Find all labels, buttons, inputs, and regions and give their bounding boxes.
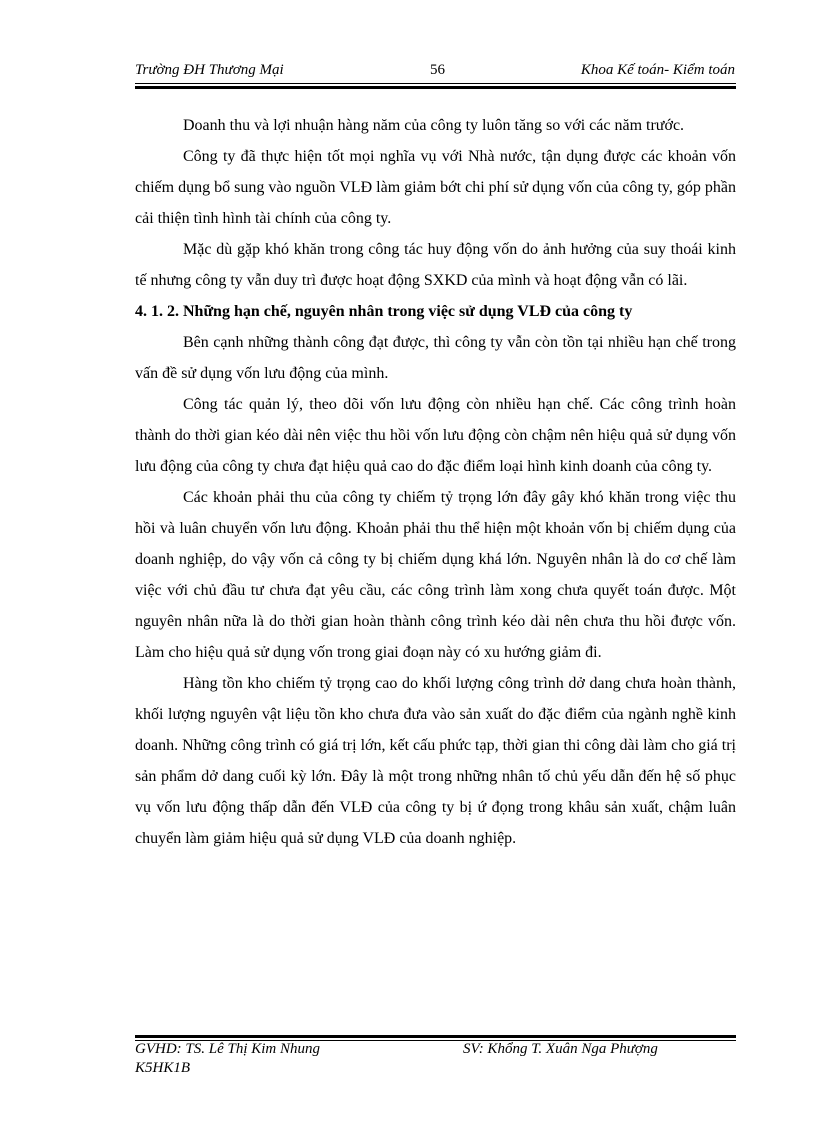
header-rule-thin [135,83,736,84]
paragraph-obligations: Công ty đã thực hiện tốt mọi nghĩa vụ với Nhà nước, tận dụng được các khoản vốn chiếm dụng bổ sung vào nguồn VLĐ làm giảm bớt chi phí sử dụng vốn của công ty, góp phần cải thiện tình hình tài chính của công ty. [135,148,736,227]
footer-class: K5HK1B [135,1060,191,1076]
paragraph-difficulties: Mặc dù gặp khó khăn trong công tác huy động vốn do ảnh hưởng của suy thoái kinh tế nhưng công ty vẫn duy trì được hoạt động SXKD của mình và hoạt động vẫn có lãi. [135,241,736,289]
paragraph-management: Công tác quản lý, theo dõi vốn lưu động còn nhiều hạn chế. Các công trình hoàn thành do thời gian kéo dài nên việc thu hồi vốn lưu động còn chậm nên hiệu quả sử dụng vốn lưu động của công ty chưa đạt hiệu quả cao do đặc điểm loại hình kinh doanh của công ty. [135,396,736,475]
page-number: 56 [430,62,445,78]
footer-rule-thick [135,1035,736,1038]
section-heading: 4. 1. 2. Những hạn chế, nguyên nhân trong việc sử dụng VLĐ của công ty [135,303,633,320]
footer-student: SV: Khổng T. Xuân Nga Phượng [463,1041,658,1057]
page-header [135,58,735,82]
paragraph-revenue: Doanh thu và lợi nhuận hàng năm của công ty luôn tăng so với các năm trước. [183,117,685,134]
paragraph-receivables: Các khoản phải thu của công ty chiếm tỷ trọng lớn đây gây khó khăn trong việc thu hồi và luân chuyển vốn lưu động. Khoản phải thu thể hiện một khoản vốn bị chiếm dụng của doanh nghiệp, do vậy vốn cả công ty bị chiếm dụng khá lớn. Nguyên nhân là do cơ chế làm việc với chủ đầu tư chưa đạt yêu cầu, các công trình làm xong chưa quyết toán được. Một nguyên nhân nữa là do thời gian hoàn thành công trình kéo dài nên chưa thu hồi được vốn. Làm cho hiệu quả sử dụng vốn trong giai đoạn này có xu hướng giảm đi. [135,489,736,661]
paragraph-limitations: Bên cạnh những thành công đạt được, thì công ty vẫn còn tồn tại nhiều hạn chế trong vấn đề sử dụng vốn lưu động của mình. [135,334,736,382]
header-school: Trường ĐH Thương Mại [135,62,284,78]
footer-advisor: GVHD: TS. Lê Thị Kim Nhung [135,1041,321,1057]
header-faculty: Khoa Kế toán- Kiểm toán [580,62,735,78]
document-body [135,110,736,854]
header-rule-thick [135,86,736,89]
paragraph-inventory: Hàng tồn kho chiếm tỷ trọng cao do khối lượng công trình dở dang chưa hoàn thành, khối lượng nguyên vật liệu tồn kho chưa đưa vào sản xuất do đặc điểm của ngành nghề kinh doanh. Những công trình có giá trị lớn, kết cấu phức tạp, thời gian thi công dài làm cho giá trị sản phẩm dở dang cuối kỳ lớn. Đây là một trong những nhân tố chủ yếu dẫn đến hệ số phục vụ vốn lưu động thấp dẫn đến VLĐ của công ty bị ứ đọng trong khâu sản xuất, chậm luân chuyển làm giảm hiệu quả sử dụng VLĐ của doanh nghiệp. [135,675,736,847]
